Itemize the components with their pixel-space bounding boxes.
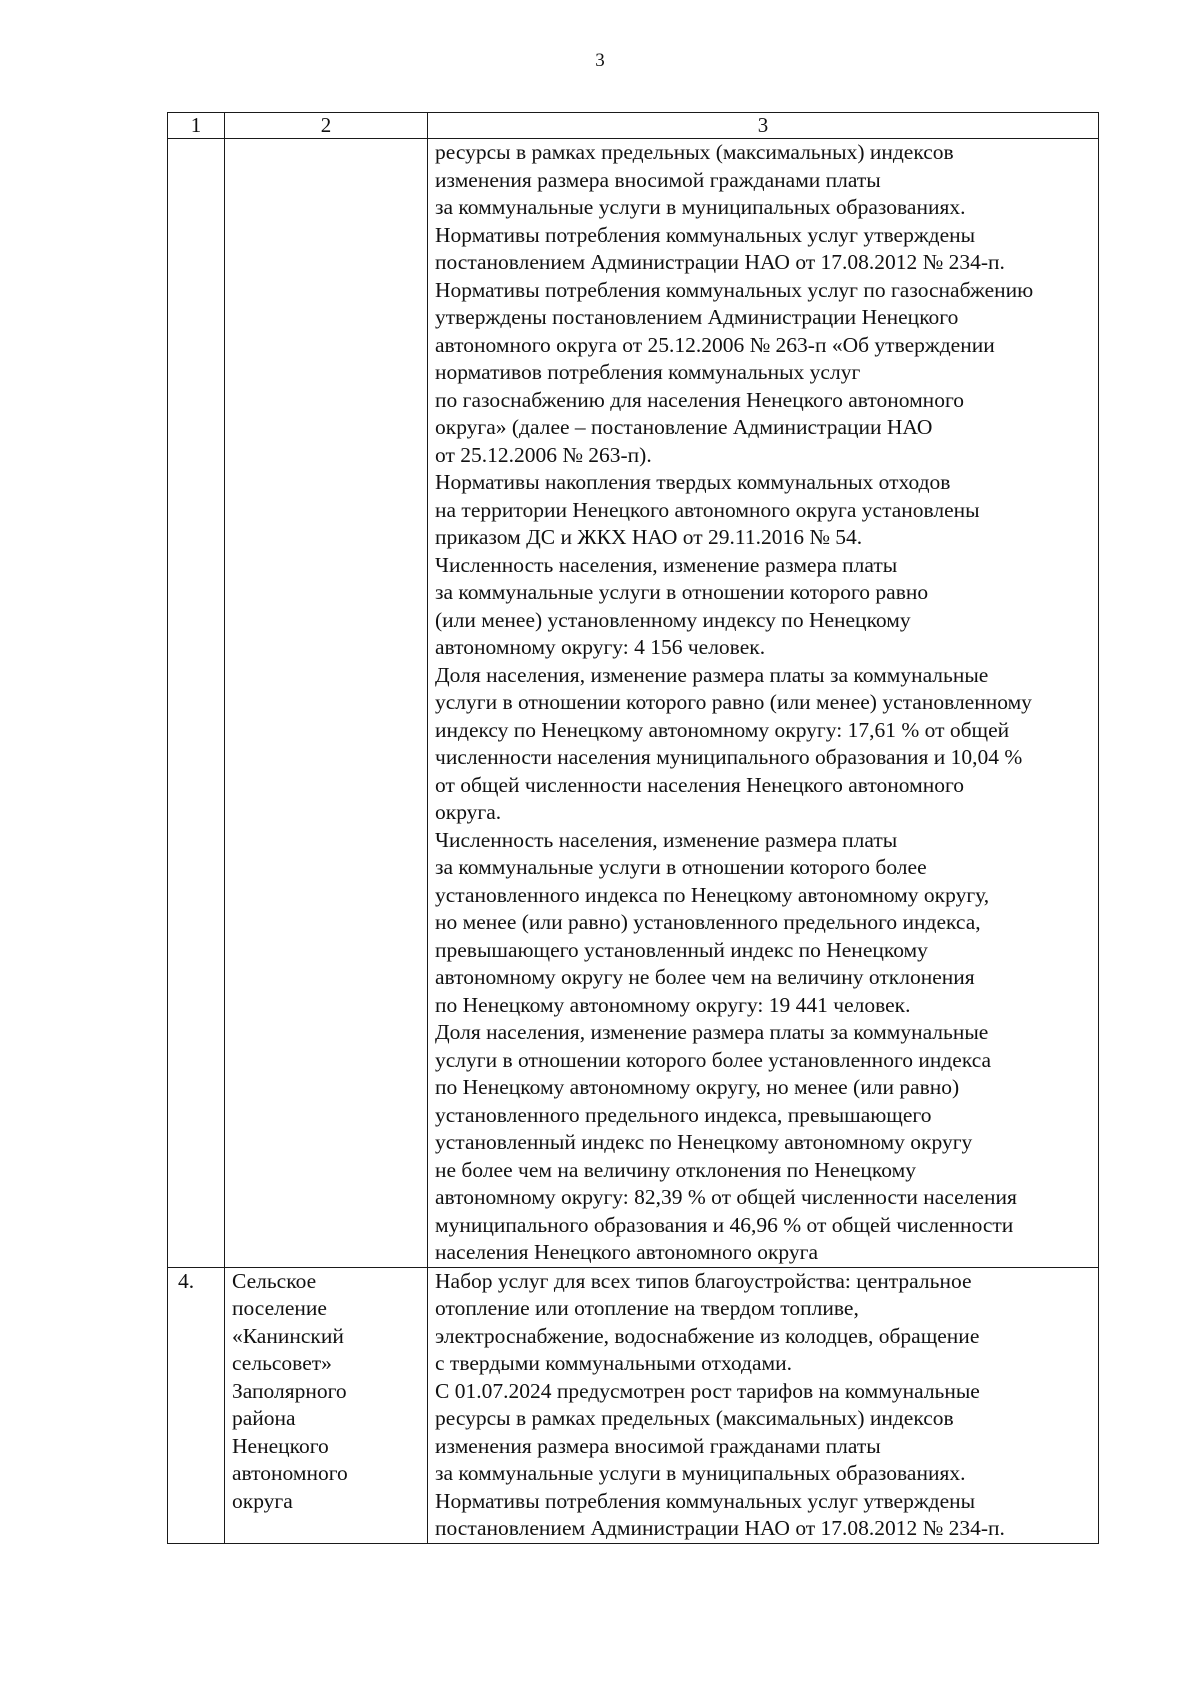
text-line: но менее (или равно) установленного предельного индекса, <box>435 910 981 934</box>
header-col-2: 2 <box>225 113 428 139</box>
text-line: не более чем на величину отклонения по Ненецкому <box>435 1157 916 1182</box>
text-line: С 01.07.2024 предусмотрен рост тарифов на коммунальные <box>435 1378 980 1403</box>
text-line: по Ненецкому автономному округу, но менее (или равно) <box>435 1075 960 1099</box>
text-line: изменения размера вносимой гражданами платы <box>435 1433 881 1458</box>
text-line: Доля населения, изменение размера платы за коммунальные <box>435 1020 989 1044</box>
text-line: постановлением Администрации НАО от 17.08.2012 № 234-п. <box>435 250 1005 274</box>
row-4-description-cell <box>428 1267 1099 1543</box>
text-line: на территории Ненецкого автономного округа установлены <box>435 497 980 522</box>
table-header-row <box>168 113 1099 139</box>
text-line: Численность населения, изменение размера платы <box>435 827 898 852</box>
text-line: отопление или отопление на твердом топливе, <box>435 1296 859 1320</box>
table-row-continued <box>168 139 1099 1268</box>
continued-name-cell <box>225 139 428 1268</box>
page-number: 3 <box>595 50 605 71</box>
text-line: электроснабжение, водоснабжение из колодцев, обращение <box>435 1323 980 1348</box>
text-line: Численность населения, изменение размера платы <box>435 552 898 577</box>
text-line: от 25.12.2006 № 263-п). <box>435 442 652 467</box>
text-line: ресурсы в рамках предельных (максимальных) индексов <box>435 1406 954 1430</box>
text-line: автономного округа от 25.12.2006 № 263-п «Об утверждении <box>435 332 995 357</box>
text-line: Набор услуг для всех типов благоустройства: центральное <box>435 1268 972 1293</box>
text-line: индексу по Ненецкому автономному округу: 17,61 % от общей <box>435 717 1010 742</box>
text-line: за коммунальные услуги в муниципальных образованиях. <box>435 195 966 219</box>
text-line: превышающего установленный индекс по Ненецкому <box>435 937 928 962</box>
text-line: от общей численности населения Ненецкого автономного <box>435 772 964 797</box>
name-line: Ненецкого <box>232 1433 329 1458</box>
text-line: услуги в отношении которого более установленного индекса <box>435 1047 992 1072</box>
text-line: нормативов потребления коммунальных услуг <box>435 360 861 384</box>
text-line: постановлением Администрации НАО от 17.08.2012 № 234-п. <box>435 1516 1005 1540</box>
text-line: установленного индекса по Ненецкому автономному округу, <box>435 882 990 907</box>
text-line: Нормативы потребления коммунальных услуг утверждены <box>435 1488 976 1513</box>
text-line: (или менее) установленному индексу по Ненецкому <box>435 607 911 632</box>
text-line: автономному округу не более чем на величину отклонения <box>435 965 975 989</box>
table-row-4 <box>168 1267 1099 1543</box>
text-line: ресурсы в рамках предельных (максимальных) индексов <box>435 140 954 164</box>
document-table <box>167 112 1099 1544</box>
continued-number-cell <box>168 139 225 1268</box>
text-line: услуги в отношении которого равно (или менее) установленному <box>435 690 1032 714</box>
text-line: Нормативы накопления твердых коммунальных отходов <box>435 470 951 494</box>
text-line: округа. <box>435 800 502 824</box>
text-line: установленного предельного индекса, превышающего <box>435 1102 932 1127</box>
text-line: приказом ДС и ЖКХ НАО от 29.11.2016 № 54. <box>435 525 863 549</box>
header-col-1: 1 <box>168 113 225 139</box>
text-line: автономному округу: 82,39 % от общей численности населения <box>435 1185 1017 1209</box>
text-line: по Ненецкому автономному округу: 19 441 человек. <box>435 992 911 1017</box>
name-line: района <box>232 1406 296 1430</box>
text-line: по газоснабжению для населения Ненецкого автономного <box>435 387 964 412</box>
name-line: «Канинский <box>232 1323 344 1348</box>
text-line: численности населения муниципального образования и 10,04 % <box>435 745 1023 769</box>
name-line: Заполярного <box>232 1378 347 1403</box>
text-line: Нормативы потребления коммунальных услуг утверждены <box>435 222 976 247</box>
name-line: автономного <box>232 1461 348 1485</box>
text-line: утверждены постановлением Администрации Ненецкого <box>435 305 959 329</box>
text-line: изменения размера вносимой гражданами платы <box>435 167 881 192</box>
continued-description-cell <box>428 139 1099 1268</box>
text-line: за коммунальные услуги в муниципальных образованиях. <box>435 1461 966 1485</box>
name-line: Сельское <box>232 1268 317 1293</box>
text-line: населения Ненецкого автономного округа <box>435 1240 818 1264</box>
text-line: округа» (далее – постановление Администрации НАО <box>435 415 933 439</box>
text-line: за коммунальные услуги в отношении которого равно <box>435 580 929 604</box>
text-line: установленный индекс по Ненецкому автономному округу <box>435 1130 973 1154</box>
name-line: сельсовет» <box>232 1351 332 1375</box>
text-line: муниципального образования и 46,96 % от общей численности <box>435 1212 1014 1237</box>
row-number-cell: 4. <box>168 1267 225 1543</box>
text-line: Нормативы потребления коммунальных услуг по газоснабжению <box>435 277 1034 302</box>
text-line: автономному округу: 4 156 человек. <box>435 635 766 659</box>
name-line: округа <box>232 1488 293 1513</box>
municipality-name-cell <box>225 1267 428 1543</box>
text-line: за коммунальные услуги в отношении которого более <box>435 855 927 879</box>
text-line: с твердыми коммунальными отходами. <box>435 1351 792 1375</box>
header-col-3: 3 <box>428 113 1099 139</box>
text-line: Доля населения, изменение размера платы за коммунальные <box>435 662 989 687</box>
name-line: поселение <box>232 1296 327 1320</box>
